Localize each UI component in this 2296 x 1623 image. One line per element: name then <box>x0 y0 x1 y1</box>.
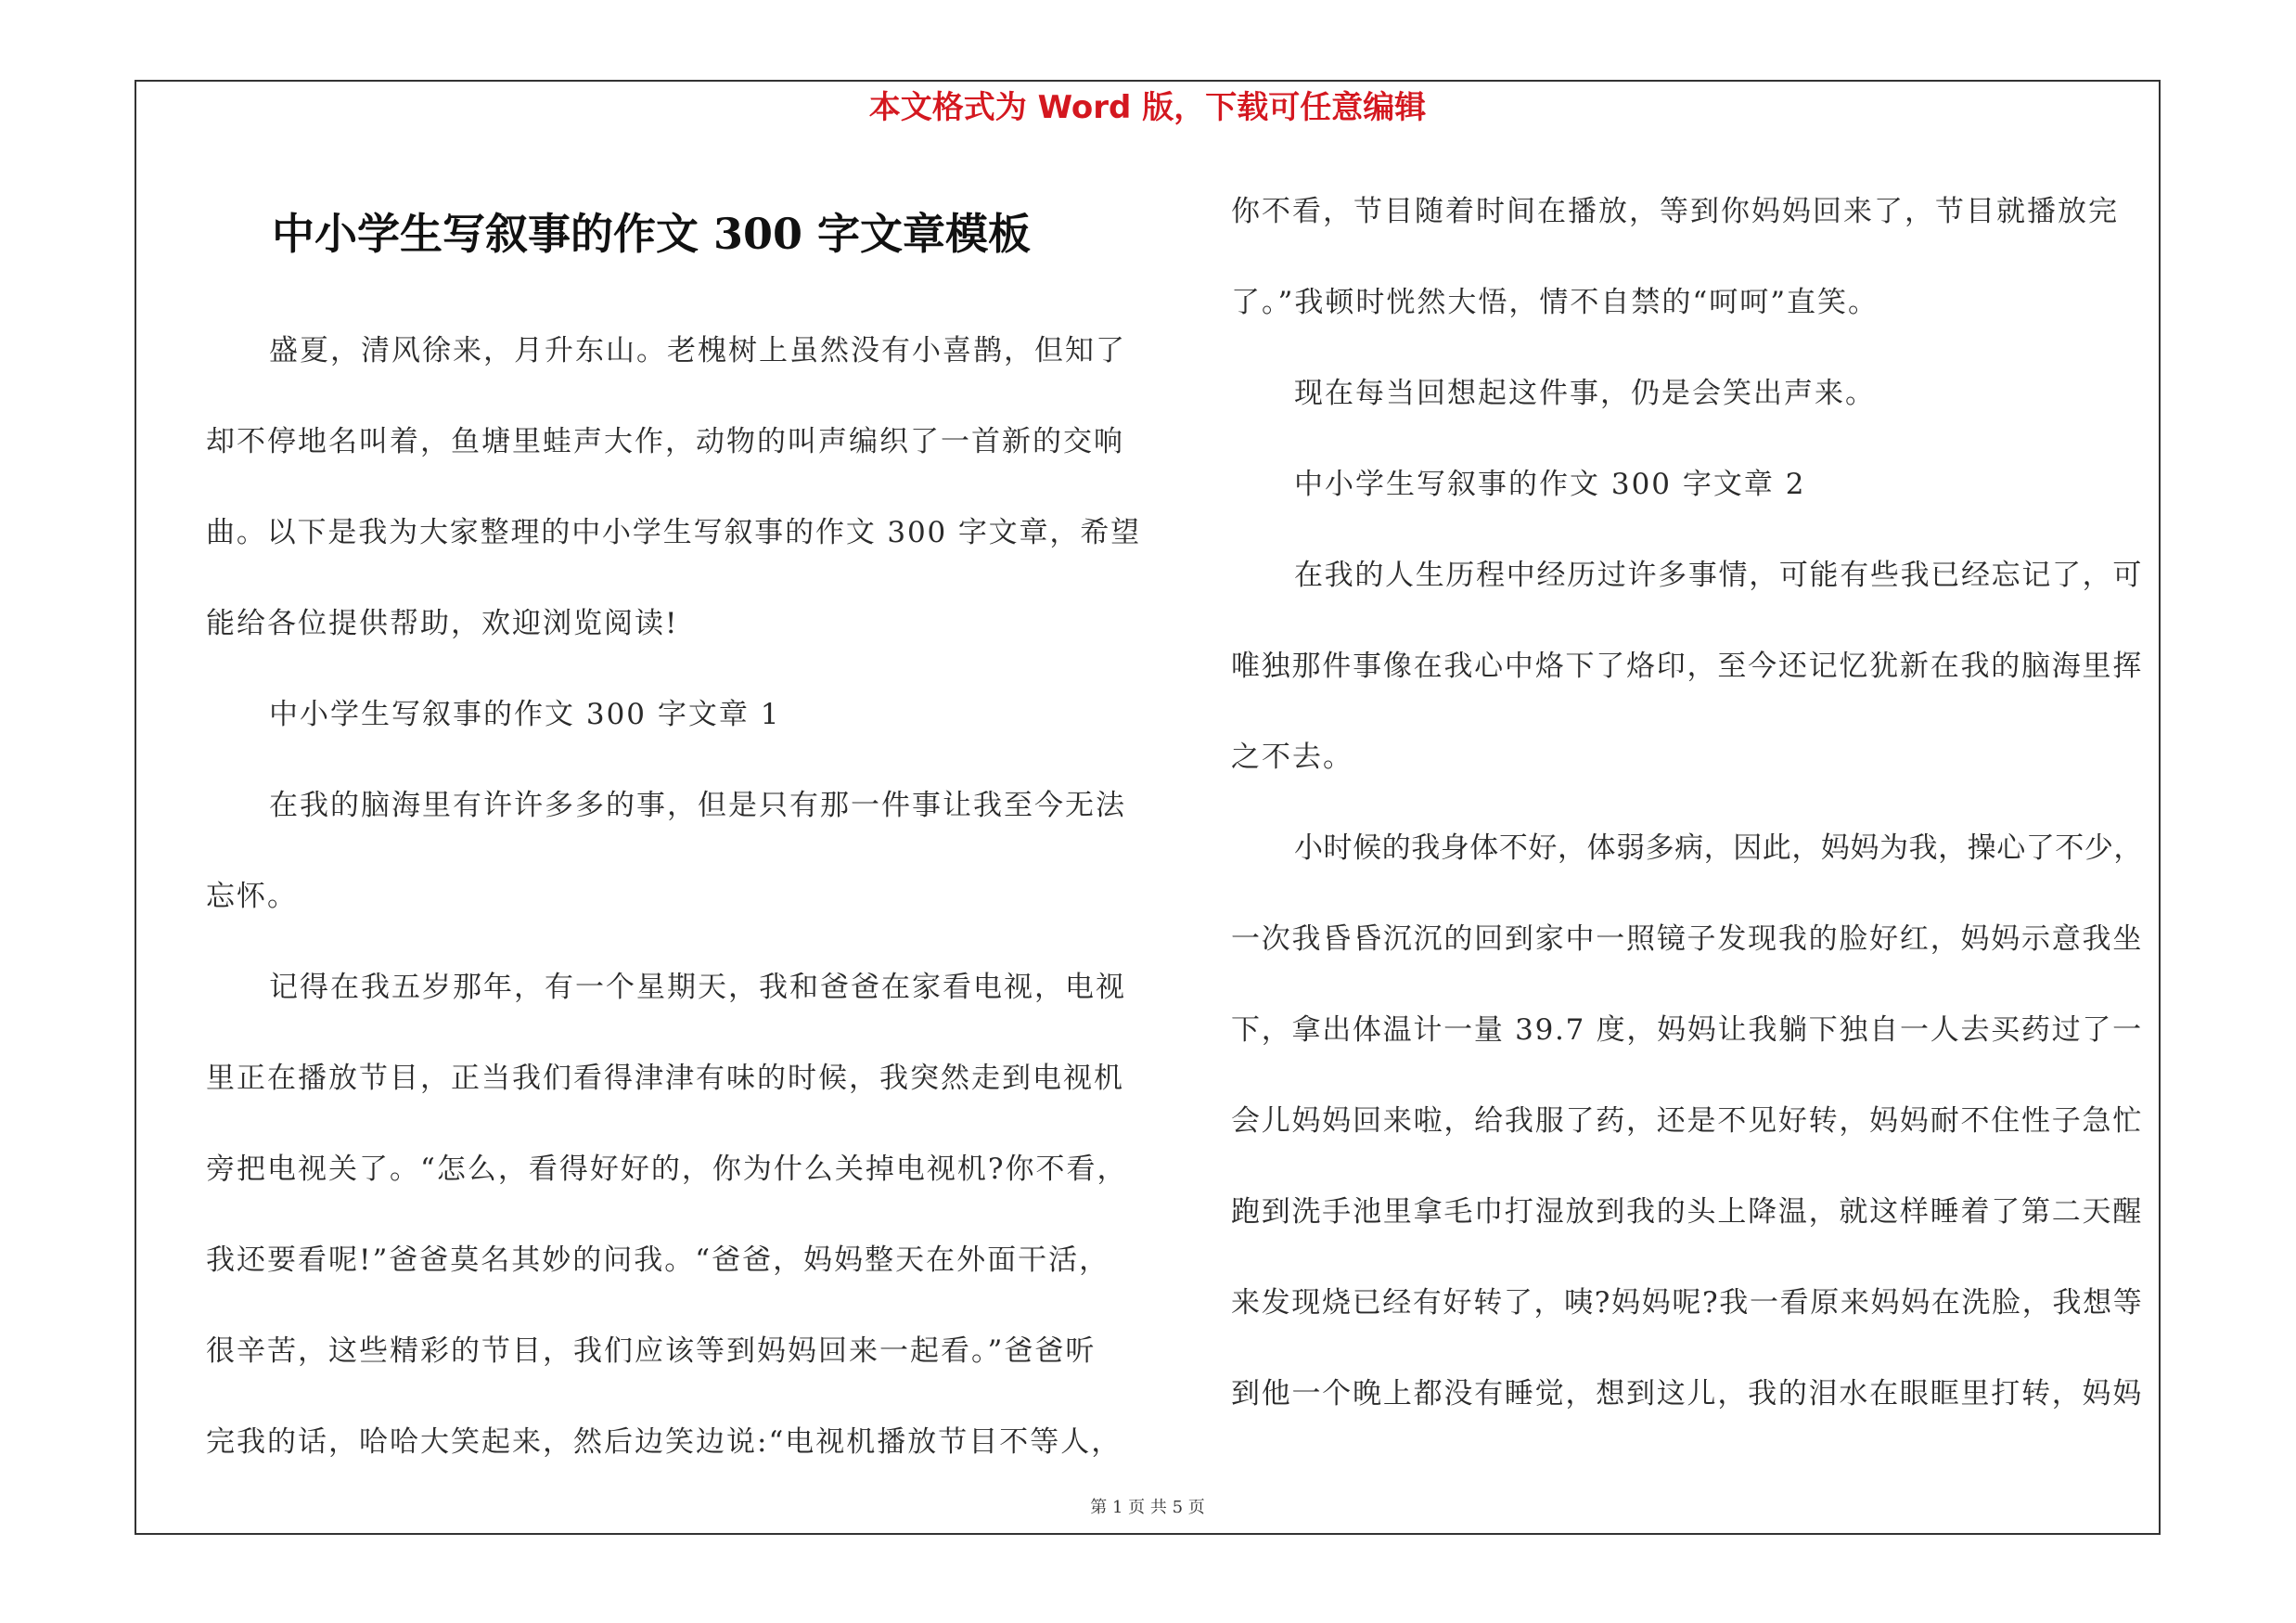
paragraph-line: 我还要看呢!”爸爸莫名其妙的问我。“爸爸，妈妈整天在外面干活， <box>206 1243 1110 1277</box>
paragraph-line: 盛夏，清风徐来，月升东山。老槐树上虽然没有小喜鹊，但知了 <box>269 334 1126 367</box>
paragraph-line: 很辛苦，这些精彩的节目，我们应该等到妈妈回来一起看。”爸爸听 <box>206 1334 1097 1368</box>
document-title: 中小学生写叙事的作文 300 字文章模板 <box>272 209 1032 259</box>
paragraph-line: 曲。以下是我为大家整理的中小学生写叙事的作文 300 字文章，希望 <box>206 516 1141 549</box>
paragraph-line: 完我的话，哈哈大笑起来，然后边笑边说:“电视机播放节目不等人， <box>206 1425 1122 1459</box>
paragraph-line: 下，拿出体温计一量 39.7 度，妈妈让我躺下独自一人去买药过了一 <box>1231 1013 2143 1047</box>
section-heading: 中小学生写叙事的作文 300 字文章 1 <box>269 698 781 731</box>
paragraph-line: 现在每当回想起这件事，仍是会笑出声来。 <box>1294 377 1876 410</box>
paragraph-line: 了。”我顿时恍然大悟，情不自禁的“呵呵”直笑。 <box>1231 286 1879 319</box>
paragraph-line: 在我的人生历程中经历过许多事情，可能有些我已经忘记了，可 <box>1294 559 2144 592</box>
paragraph-line: 会儿妈妈回来啦，给我服了药，还是不见好转，妈妈耐不住性子急忙 <box>1231 1104 2144 1138</box>
section-heading: 中小学生写叙事的作文 300 字文章 2 <box>1294 468 1806 501</box>
paragraph-line: 来发现烧已经有好转了，咦?妈妈呢?我一看原来妈妈在洗脸，我想等 <box>1231 1286 2144 1320</box>
paragraph-line: 你不看，节目随着时间在播放，等到你妈妈回来了，节目就播放完 <box>1231 195 2119 228</box>
paragraph-line: 跑到洗手池里拿毛巾打湿放到我的头上降温，就这样睡着了第二天醒 <box>1231 1195 2144 1229</box>
paragraph-line: 之不去。 <box>1231 741 1353 774</box>
paragraph-line: 到他一个晚上都没有睡觉，想到这儿，我的泪水在眼眶里打转，妈妈 <box>1231 1377 2144 1410</box>
paragraph-line: 能给各位提供帮助，欢迎浏览阅读! <box>206 607 679 640</box>
paragraph-line: 记得在我五岁那年，有一个星期天，我和爸爸在家看电视，电视 <box>269 971 1126 1004</box>
paragraph-line: 忘怀。 <box>206 880 298 913</box>
editable-notice-banner: 本文格式为 Word 版，下载可任意编辑 <box>868 89 1427 126</box>
page-number-footer: 第 1 页 共 5 页 <box>1090 1498 1205 1517</box>
paragraph-line: 旁把电视关了。“怎么，看得好好的，你为什么关掉电视机?你不看， <box>206 1153 1128 1186</box>
paragraph-line: 里正在播放节目，正当我们看得津津有味的时候，我突然走到电视机 <box>206 1062 1124 1095</box>
paragraph-line: 在我的脑海里有许许多多的事，但是只有那一件事让我至今无法 <box>269 789 1126 822</box>
paragraph-line: 一次我昏昏沉沉的回到家中一照镜子发现我的脸好红，妈妈示意我坐 <box>1231 922 2144 956</box>
paragraph-line: 小时候的我身体不好，体弱多病，因此，妈妈为我，操心了不少， <box>1294 831 2143 865</box>
paragraph-line: 唯独那件事像在我心中烙下了烙印，至今还记忆犹新在我的脑海里挥 <box>1231 650 2144 683</box>
paragraph-line: 却不停地名叫着，鱼塘里蛙声大作，动物的叫声编织了一首新的交响 <box>206 425 1124 458</box>
